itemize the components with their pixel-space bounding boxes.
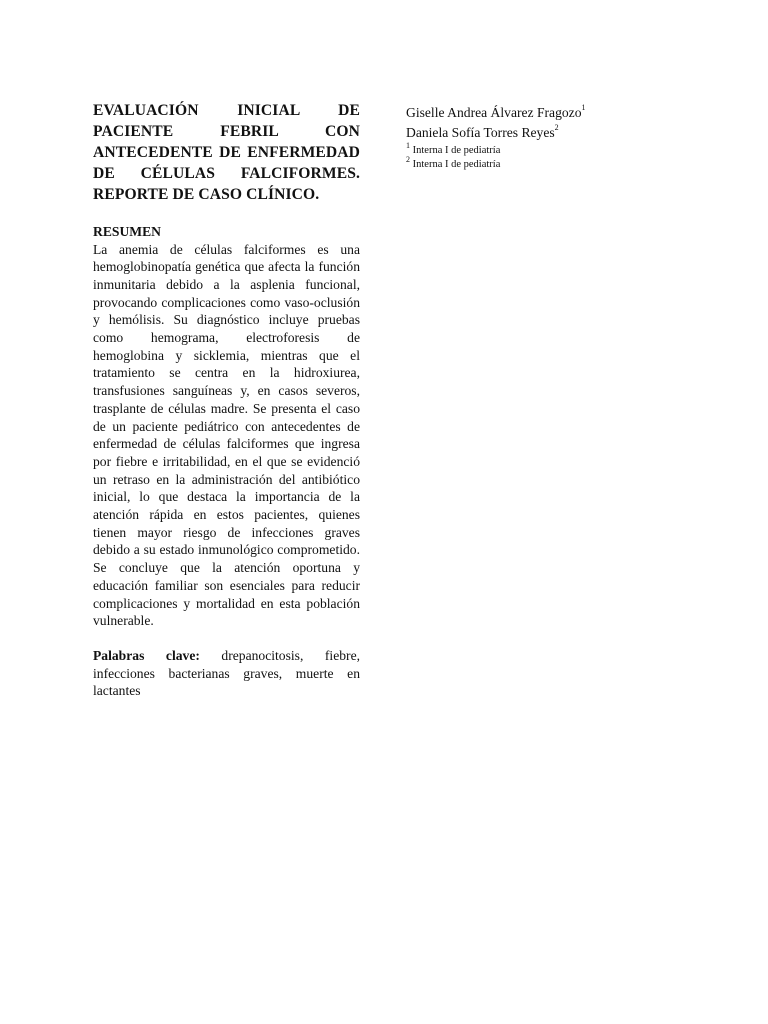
affiliation-2 (406, 154, 706, 172)
affiliation-1-text: Interna I de pediatría (410, 145, 501, 156)
affiliation-2-text: Interna I de pediatría (410, 159, 501, 170)
affiliation-2-mark: 2 (406, 154, 410, 164)
affiliation-1 (406, 140, 706, 158)
author-1-name: Giselle Andrea Álvarez Fragozo (406, 105, 582, 120)
affiliation-1-mark: 1 (406, 140, 410, 150)
abstract-heading: RESUMEN (93, 224, 161, 239)
author-2-name: Daniela Sofía Torres Reyes (406, 125, 555, 140)
author-2-mark: 2 (554, 123, 559, 133)
author-2 (406, 123, 706, 143)
abstract-text: La anemia de células falciformes es una hemoglobinopatía genética que afecta la función inmunitaria debido a la asplenia funcional, provocando complicaciones como vaso-oclusión y hemólisis. Su diagnóstico incluye pruebas como hemograma, electroforesis de hemoglobina y sicklemia, mientras que el tratamiento se centra en la hidroxiurea, transfusiones sanguíneas y, en casos severos, trasplante de células madre. Se presenta el caso de un paciente pediátrico con antecedentes de enfermedad de células falciformes que ingresa por fiebre e irritabilidad, en el que se evidenció un retraso en la administración del antibiótico inicial, lo que destaca la importancia de la atención rápida en estos pacientes, quienes tienen mayor riesgo de infecciones graves debido a su estado inmunológico comprometido. Se concluye que la atención oportuna y educación familiar son esenciales para reducir complicaciones y mortalidad en esta población vulnerable. (93, 241, 360, 629)
author-1-mark: 1 (581, 103, 586, 113)
main-column (93, 100, 360, 700)
author-1 (406, 103, 706, 123)
authors-column (406, 103, 706, 172)
article-title: EVALUACIÓN INICIAL DE PACIENTE FEBRIL CON ANTECEDENTE DE ENFERMEDAD DE CÉLULAS FALCIFORMES. REPORTE DE CASO CLÍNICO. (93, 102, 360, 203)
keywords-label: Palabras clave: (93, 647, 200, 663)
keywords (93, 647, 360, 700)
keywords-text: drepanocitosis, fiebre, infecciones bacterianas graves, muerte en lactantes (93, 647, 360, 699)
affiliations (406, 140, 706, 172)
